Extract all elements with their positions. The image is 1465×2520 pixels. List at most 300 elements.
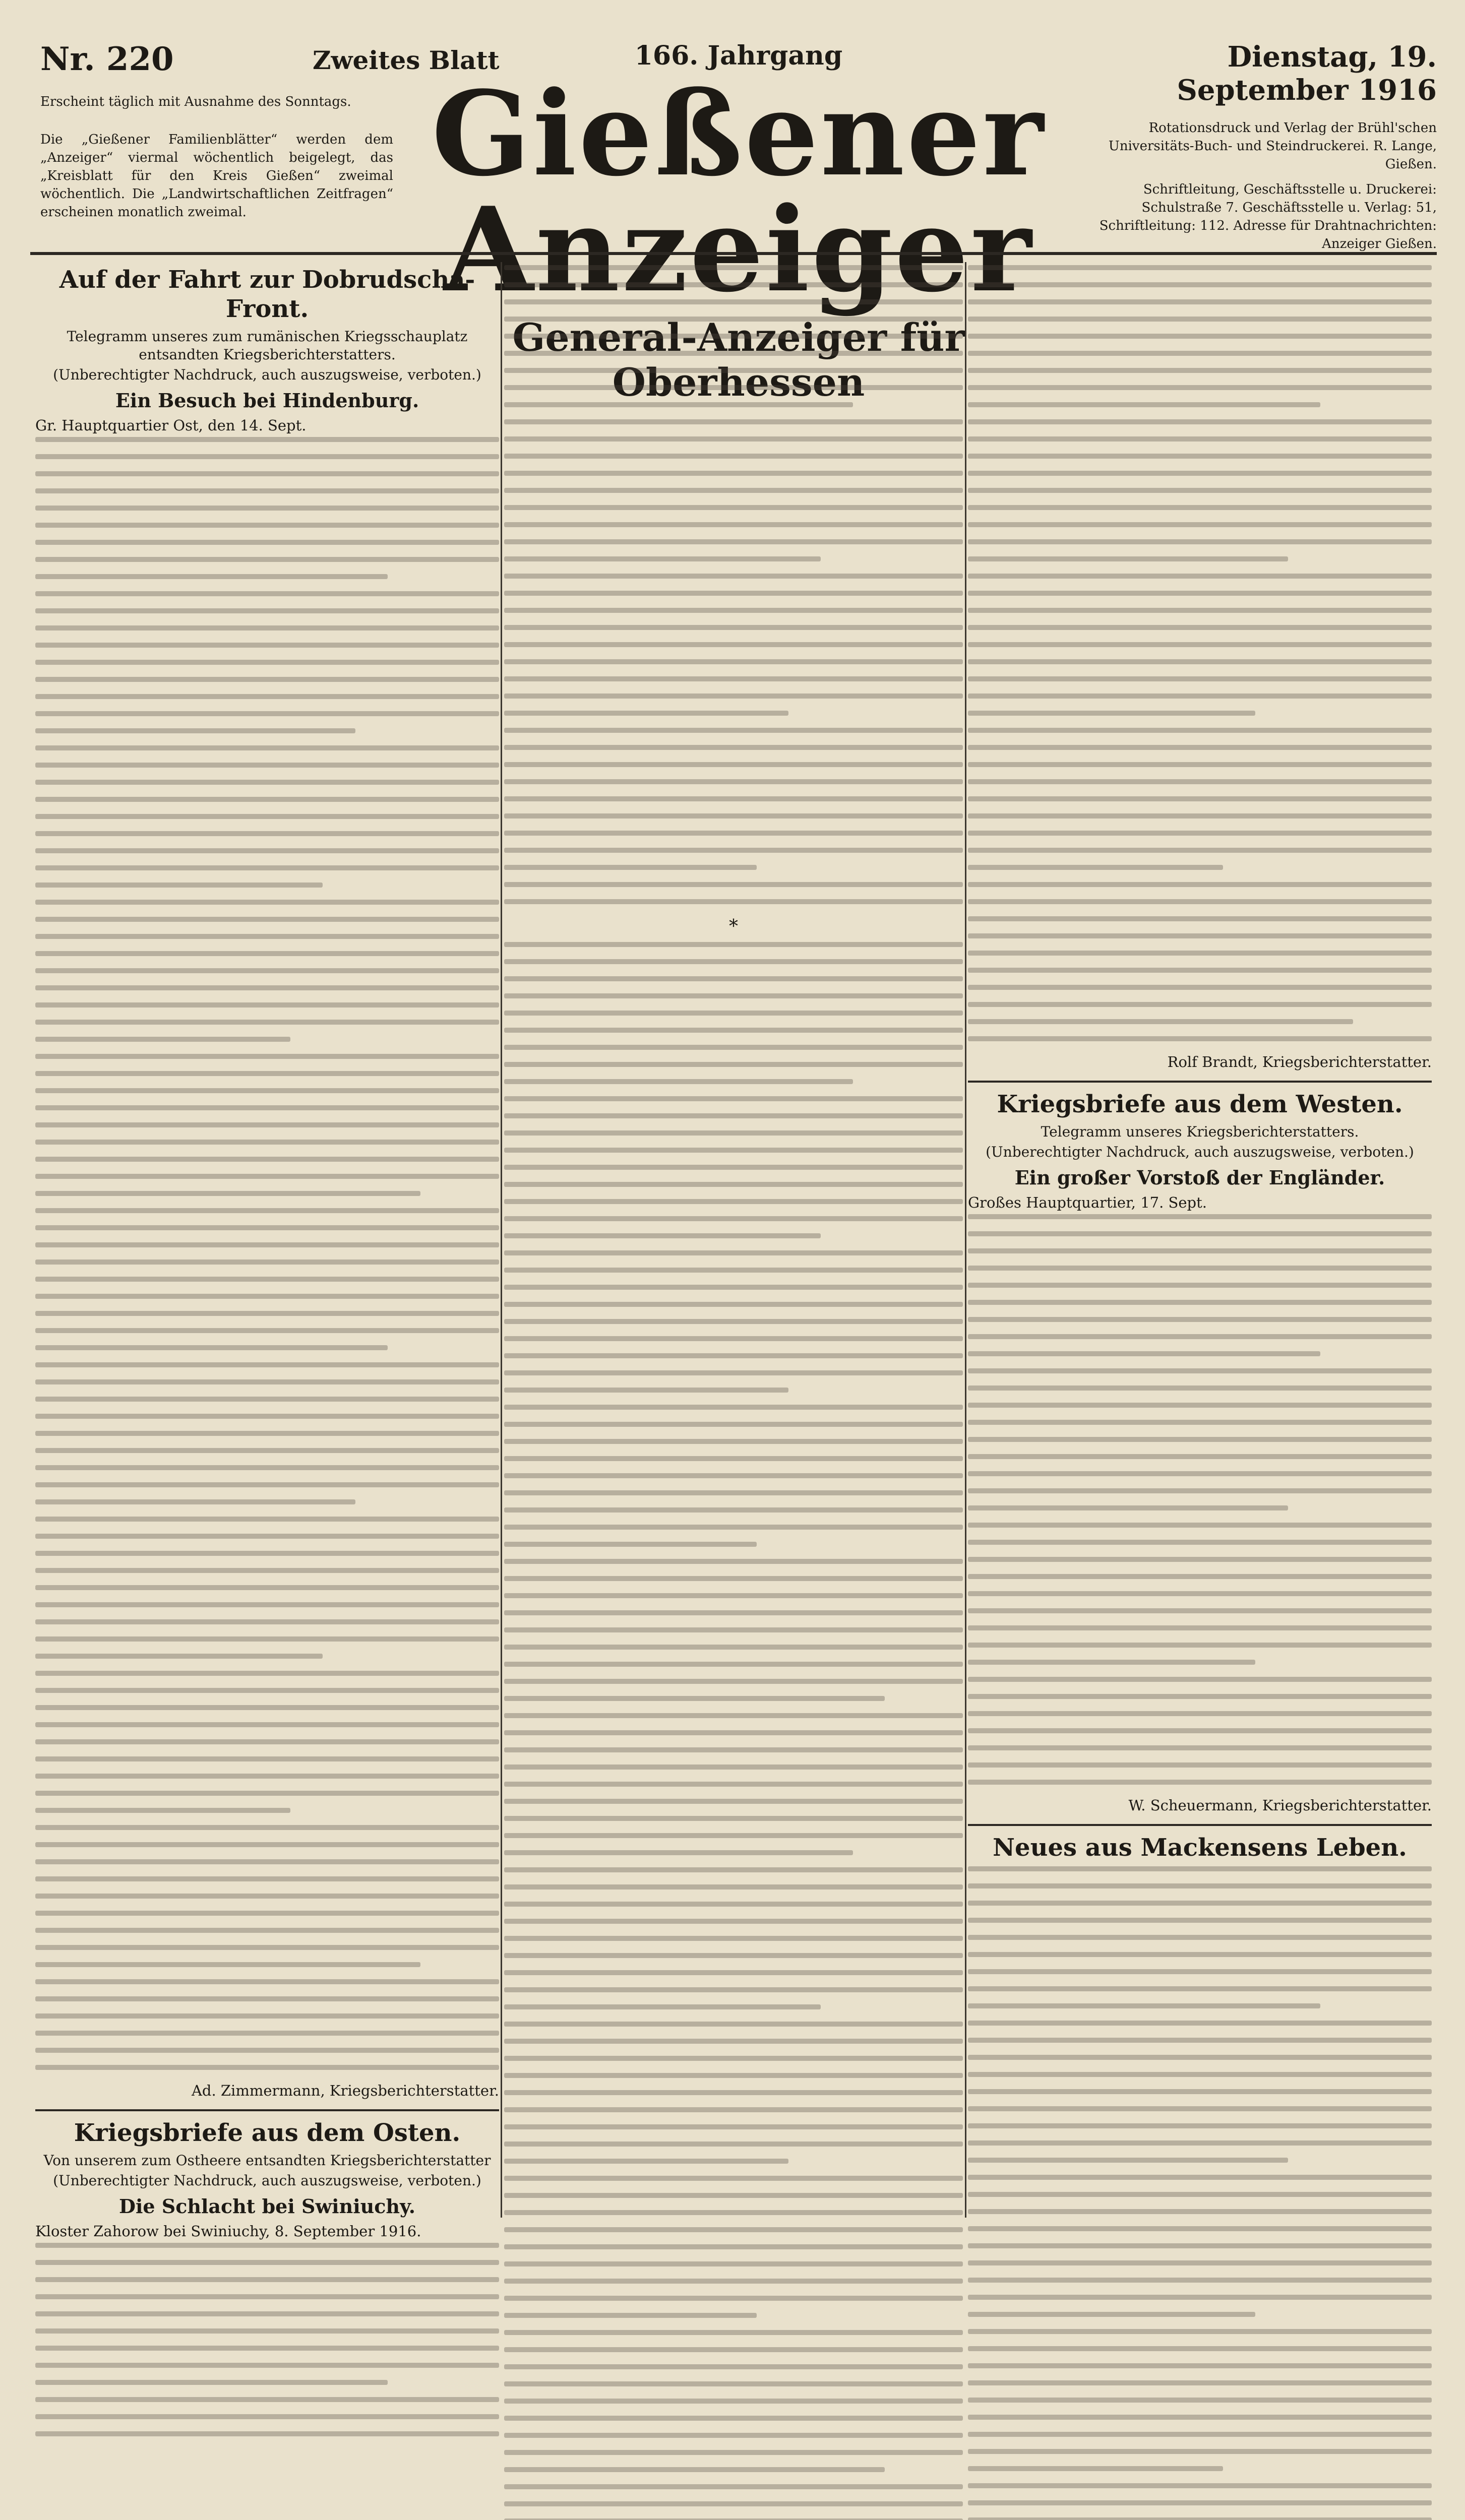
text-line xyxy=(35,1328,499,1333)
text-line xyxy=(968,1540,1432,1545)
text-line xyxy=(35,1654,323,1659)
text-line xyxy=(35,2397,499,2402)
text-line xyxy=(504,1062,963,1067)
text-line xyxy=(968,916,1432,921)
text-line xyxy=(35,523,499,528)
article-author: Rolf Brandt, Kriegsberichterstatter. xyxy=(1167,1053,1432,1070)
article-body xyxy=(968,1214,1432,1785)
text-line xyxy=(968,1935,1432,1940)
text-line xyxy=(35,1397,499,1402)
text-line xyxy=(35,1791,499,1796)
text-line xyxy=(504,505,963,510)
text-line xyxy=(504,1799,963,1804)
text-line xyxy=(504,385,963,390)
text-line xyxy=(504,1130,963,1136)
text-line xyxy=(968,2466,1223,2471)
text-line xyxy=(968,385,1432,390)
text-line xyxy=(35,694,499,699)
text-line xyxy=(35,1722,499,1727)
text-line xyxy=(504,1645,963,1650)
issue-number: Nr. 220 xyxy=(40,40,174,78)
text-line xyxy=(504,2261,963,2266)
text-line xyxy=(968,368,1432,373)
text-line xyxy=(504,1268,963,1273)
text-line xyxy=(35,1482,499,1487)
text-line xyxy=(504,1353,963,1358)
text-line xyxy=(968,574,1432,579)
text-line xyxy=(504,1199,963,1204)
text-line xyxy=(968,762,1432,767)
text-line xyxy=(968,2175,1432,2180)
text-line xyxy=(35,557,499,562)
text-line xyxy=(968,1694,1432,1699)
text-line xyxy=(35,643,499,648)
text-line xyxy=(504,1936,963,1941)
text-line xyxy=(968,1780,1432,1785)
text-line xyxy=(35,1088,499,1093)
text-line xyxy=(35,677,499,682)
text-line xyxy=(968,2072,1432,2077)
text-line xyxy=(504,608,963,613)
text-line xyxy=(35,437,499,442)
text-line xyxy=(504,1696,885,1701)
text-line xyxy=(504,796,963,801)
text-line xyxy=(968,659,1432,664)
text-line xyxy=(504,1422,963,1427)
text-line xyxy=(968,2260,1432,2265)
text-line xyxy=(968,2312,1255,2317)
article-body xyxy=(968,1866,1432,2520)
text-line xyxy=(35,1859,499,1864)
article-rights: (Unberechtigter Nachdruck, auch auszugsweise, verboten.) xyxy=(53,2172,481,2189)
text-line xyxy=(504,1113,963,1118)
text-line xyxy=(504,882,963,887)
text-line xyxy=(968,1677,1432,1682)
text-line xyxy=(504,539,963,544)
text-line xyxy=(35,608,499,613)
text-line xyxy=(35,1928,499,1933)
text-line xyxy=(968,471,1432,476)
text-line xyxy=(35,1636,499,1642)
text-line xyxy=(504,676,963,681)
text-line xyxy=(504,1713,963,1718)
text-line xyxy=(504,1045,963,1050)
text-line xyxy=(504,642,963,647)
newspaper-subtitle: General-Anzeiger für Oberhessen xyxy=(512,315,965,405)
text-line xyxy=(35,1619,499,1624)
text-line xyxy=(504,711,788,716)
text-line xyxy=(35,883,323,888)
text-line xyxy=(968,831,1432,836)
column-divider xyxy=(965,262,966,2218)
text-line xyxy=(504,1593,963,1598)
text-line xyxy=(35,2277,499,2282)
text-line xyxy=(968,1883,1432,1888)
article-body xyxy=(35,2243,499,2436)
text-line xyxy=(35,2363,499,2368)
text-line xyxy=(504,1405,963,1410)
text-line xyxy=(35,2065,499,2070)
text-line xyxy=(35,1448,499,1453)
text-line xyxy=(504,1011,963,1016)
text-line xyxy=(504,1576,963,1581)
text-line xyxy=(504,2416,963,2421)
section-asterisk: * xyxy=(729,916,738,937)
text-line xyxy=(35,2294,499,2299)
article-rights: (Unberechtigter Nachdruck, auch auszugsweise, verboten.) xyxy=(986,1144,1414,1160)
text-line xyxy=(35,540,499,545)
article-subtitle: Telegramm unseres zum rumänischen Kriegsschauplatz entsandten Kriegsberichterstatters. xyxy=(67,328,468,363)
text-line xyxy=(968,2329,1432,2334)
text-line xyxy=(35,2260,499,2265)
text-line xyxy=(35,1739,499,1744)
text-line xyxy=(968,1231,1432,1236)
text-line xyxy=(968,2517,1432,2520)
text-line xyxy=(968,488,1432,493)
text-line xyxy=(968,2192,1432,2197)
text-line xyxy=(504,317,963,322)
text-line xyxy=(35,711,499,716)
text-line xyxy=(504,2501,963,2506)
article-section: Ein Besuch bei Hindenburg. xyxy=(115,389,419,412)
text-line xyxy=(968,2003,1320,2008)
text-line xyxy=(968,745,1432,750)
text-line xyxy=(35,1894,499,1899)
text-line xyxy=(35,488,499,493)
text-line xyxy=(504,1439,963,1444)
text-line xyxy=(968,1901,1432,1906)
text-line xyxy=(35,1979,499,1984)
text-line xyxy=(504,2347,963,2352)
column-divider xyxy=(501,262,502,2218)
text-line xyxy=(968,1608,1432,1613)
text-line xyxy=(35,1671,499,1676)
text-line xyxy=(504,2141,963,2147)
article-separator xyxy=(968,1081,1432,1083)
text-line xyxy=(968,2055,1432,2060)
column-3 xyxy=(968,262,1432,2218)
text-line xyxy=(968,1283,1432,1288)
text-line xyxy=(504,2004,821,2009)
text-line xyxy=(504,1987,963,1992)
issue-date: Dienstag, 19. September 1916 xyxy=(1177,40,1437,107)
text-line xyxy=(35,1876,499,1881)
text-line xyxy=(504,2124,963,2129)
text-line xyxy=(35,1379,499,1384)
text-line xyxy=(968,1036,1432,1041)
contact-line: Schriftleitung, Geschäftsstelle u. Druckerei: Schulstraße 7. Geschäftsstelle u. Verlag: 51, Schriftleitung: 112. Adresse für Drahtnachrichten: Anzeiger Gießen. xyxy=(1099,182,1437,251)
text-line xyxy=(968,676,1432,681)
article-body xyxy=(35,437,499,2070)
text-line xyxy=(35,1517,499,1522)
text-line xyxy=(968,436,1432,442)
text-line xyxy=(35,1431,499,1436)
text-line xyxy=(968,1660,1255,1665)
text-line xyxy=(504,1525,963,1530)
text-line xyxy=(35,1054,499,1059)
text-line xyxy=(35,985,499,990)
text-line xyxy=(35,2311,499,2316)
text-line xyxy=(504,2450,963,2455)
text-line xyxy=(35,591,499,596)
text-line xyxy=(968,1711,1432,1716)
text-line xyxy=(504,1250,963,1255)
text-line xyxy=(504,368,963,373)
text-line xyxy=(504,1319,963,1324)
text-line xyxy=(968,1986,1432,1991)
text-line xyxy=(968,1591,1432,1596)
text-line xyxy=(504,1507,963,1513)
text-line xyxy=(968,848,1432,853)
text-line xyxy=(968,1266,1432,1271)
text-line xyxy=(35,1705,499,1710)
text-line xyxy=(504,1165,963,1170)
text-line xyxy=(504,282,963,287)
text-line xyxy=(35,1259,499,1265)
text-line xyxy=(504,1096,963,1101)
text-line xyxy=(504,745,963,750)
text-line xyxy=(35,1602,499,1607)
text-line xyxy=(504,1884,963,1889)
text-line xyxy=(504,2073,963,2078)
text-line xyxy=(504,1662,963,1667)
text-line xyxy=(504,2056,963,2061)
text-line xyxy=(504,762,963,767)
text-line xyxy=(968,1918,1432,1923)
text-line xyxy=(504,1302,963,1307)
text-line xyxy=(504,2399,963,2404)
text-line xyxy=(504,1747,963,1752)
text-line xyxy=(35,968,499,973)
text-line xyxy=(35,780,499,785)
text-line xyxy=(968,1762,1432,1768)
text-line xyxy=(35,1465,499,1470)
text-line xyxy=(504,556,821,561)
text-line xyxy=(504,2296,963,2301)
text-line xyxy=(35,1414,499,1419)
text-line xyxy=(504,1782,963,1787)
text-line xyxy=(504,1902,963,1907)
text-line xyxy=(35,1962,420,1967)
text-line xyxy=(968,1019,1353,1024)
text-line xyxy=(968,642,1432,647)
text-line xyxy=(504,625,963,630)
text-line xyxy=(968,419,1432,424)
text-line xyxy=(504,1028,963,1033)
text-line xyxy=(504,2107,963,2112)
text-line xyxy=(504,1233,821,1238)
text-line xyxy=(504,728,963,733)
text-line xyxy=(504,865,757,870)
text-line xyxy=(968,2089,1432,2094)
text-line xyxy=(35,1122,499,1127)
text-line xyxy=(968,1625,1432,1630)
text-line xyxy=(504,351,963,356)
text-line xyxy=(35,1996,499,2001)
article-headline: Neues aus Mackensens Leben. xyxy=(993,1834,1407,1862)
text-line xyxy=(504,1148,963,1153)
text-line xyxy=(504,2279,963,2284)
article-dateline: Gr. Hauptquartier Ost, den 14. Sept. xyxy=(35,417,307,434)
article-subtitle: Von unserem zum Ostheere entsandten Kriegsberichterstatter xyxy=(43,2152,491,2169)
text-line xyxy=(35,1105,499,1110)
publisher-info xyxy=(1084,119,1437,253)
text-line xyxy=(504,1336,963,1341)
article-headline: Auf der Fahrt zur Dobrudscha-Front. xyxy=(59,266,475,323)
text-line xyxy=(504,2176,963,2181)
text-line xyxy=(504,1610,963,1615)
supplements-notice: Die „Gießener Familienblätter“ werden dem „Anzeiger“ viermal wöchentlich beigelegt, das „Kreisblatt für den Kreis Gießen“ zweimal wöchentlich. Die „Landwirtschaftlichen Zeitfragen“ erscheinen monatlich zweimal. xyxy=(40,132,393,220)
text-line xyxy=(35,1174,499,1179)
text-line xyxy=(968,865,1223,870)
text-line xyxy=(968,1385,1432,1391)
text-line xyxy=(35,1191,420,1196)
text-line xyxy=(504,265,963,270)
text-line xyxy=(504,2467,885,2472)
text-line xyxy=(35,471,499,476)
text-line xyxy=(35,660,499,665)
text-line xyxy=(504,2227,963,2232)
text-line xyxy=(968,1952,1432,1957)
text-line xyxy=(968,1317,1432,1322)
text-line xyxy=(35,1756,499,1761)
text-line xyxy=(504,2313,757,2318)
text-line xyxy=(968,265,1432,270)
text-line xyxy=(35,1294,499,1299)
text-line xyxy=(504,1627,963,1632)
text-line xyxy=(968,625,1432,630)
text-line xyxy=(968,591,1432,596)
text-line xyxy=(968,796,1432,801)
text-line xyxy=(968,334,1432,339)
text-line xyxy=(35,1020,499,1025)
text-line xyxy=(968,882,1432,887)
article-separator xyxy=(35,2109,499,2111)
text-line xyxy=(35,1534,499,1539)
article-body xyxy=(968,265,1432,1041)
text-line xyxy=(504,659,963,664)
text-line xyxy=(968,1574,1432,1579)
text-line xyxy=(968,1969,1432,1974)
article-author: Ad. Zimmermann, Kriegsberichterstatter. xyxy=(191,2082,499,2099)
text-line xyxy=(504,1285,963,1290)
text-line xyxy=(35,728,355,733)
text-line xyxy=(968,505,1432,510)
text-line xyxy=(35,797,499,802)
text-line xyxy=(504,899,963,904)
text-line xyxy=(504,2039,963,2044)
text-line xyxy=(968,1334,1432,1339)
text-line xyxy=(504,2210,963,2215)
text-line xyxy=(968,2449,1432,2454)
text-line xyxy=(504,1850,853,1855)
text-line xyxy=(35,814,499,819)
text-line xyxy=(504,2193,963,2198)
text-line xyxy=(35,1242,499,1247)
article-section: Die Schlacht bei Swiniuchy. xyxy=(118,2195,416,2218)
article-rights: (Unberechtigter Nachdruck, auch auszugsweise, verboten.) xyxy=(53,366,481,383)
text-line xyxy=(35,917,499,922)
text-line xyxy=(968,2226,1432,2231)
text-line xyxy=(504,454,963,459)
article-dateline: Großes Hauptquartier, 17. Sept. xyxy=(968,1194,1207,1211)
text-line xyxy=(968,2500,1432,2505)
text-line xyxy=(968,2243,1432,2248)
text-line xyxy=(504,2022,963,2027)
text-line xyxy=(968,282,1432,287)
text-line xyxy=(968,985,1432,990)
text-line xyxy=(504,402,853,407)
text-line xyxy=(35,1568,499,1573)
text-line xyxy=(968,1728,1432,1733)
text-line xyxy=(968,2483,1432,2488)
text-line xyxy=(35,1842,499,1847)
text-line xyxy=(504,1765,963,1770)
text-line xyxy=(504,1679,963,1684)
text-line xyxy=(968,933,1432,938)
text-line xyxy=(504,2364,963,2369)
text-line xyxy=(968,402,1320,407)
text-line xyxy=(504,1079,853,1084)
text-line xyxy=(968,2415,1432,2420)
text-line xyxy=(35,506,499,511)
text-line xyxy=(504,2159,788,2164)
text-line xyxy=(968,1420,1432,1425)
text-line xyxy=(35,1362,499,1367)
text-line xyxy=(504,334,963,339)
text-line xyxy=(35,1140,499,1145)
text-line xyxy=(968,1437,1432,1442)
text-line xyxy=(968,539,1432,544)
text-line xyxy=(504,522,963,527)
masthead-right xyxy=(1084,40,1437,260)
column-2 xyxy=(504,262,963,2218)
text-line xyxy=(504,813,963,818)
article-section: Ein großer Vorstoß der Engländer. xyxy=(1014,1166,1385,1189)
text-line xyxy=(35,951,499,956)
text-line xyxy=(968,2038,1432,2043)
text-line xyxy=(35,1071,499,1076)
text-line xyxy=(504,1867,963,1872)
text-line xyxy=(35,865,499,870)
text-line xyxy=(968,1454,1432,1459)
text-line xyxy=(504,1370,963,1375)
text-line xyxy=(968,1557,1432,1562)
text-line xyxy=(504,1456,963,1461)
text-line xyxy=(504,848,963,853)
text-line xyxy=(968,1214,1432,1219)
column-1 xyxy=(35,262,499,2240)
text-line xyxy=(968,1368,1432,1373)
text-line xyxy=(504,1542,757,1547)
publisher-line: Rotationsdruck und Verlag der Brühl'schen Universitäts-Buch- und Steindruckerei. R. Lange, Gießen. xyxy=(1108,120,1437,172)
text-line xyxy=(35,1345,388,1350)
text-line xyxy=(35,1774,499,1779)
text-line xyxy=(35,763,499,768)
text-line xyxy=(504,1490,963,1495)
text-line xyxy=(504,436,963,442)
article-body xyxy=(504,265,963,904)
text-line xyxy=(35,1208,499,1213)
text-line xyxy=(968,556,1288,561)
text-line xyxy=(504,2433,963,2438)
text-line xyxy=(35,2243,499,2248)
text-line xyxy=(504,471,963,476)
text-line xyxy=(968,2346,1432,2351)
text-line xyxy=(968,779,1432,784)
text-line xyxy=(504,488,963,493)
text-line xyxy=(968,299,1432,304)
